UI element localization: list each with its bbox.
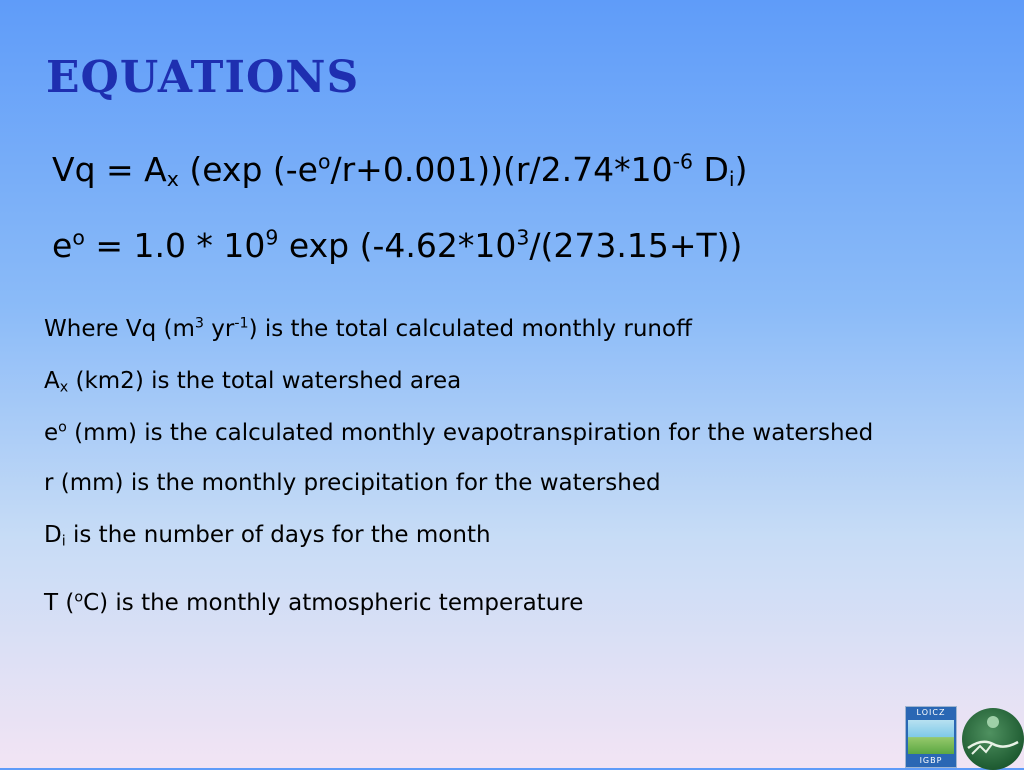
def-eo-a: e [44, 420, 59, 446]
msi-logo [962, 708, 1024, 770]
def-vq-b: yr [203, 316, 235, 342]
definition-eo [44, 420, 873, 446]
def-vq-sup3: 3 [194, 315, 204, 332]
def-ax-b: (km2) is the total watershed area [68, 368, 462, 394]
eq1-part3: /r+0.001))(r/2.74*10 [330, 150, 673, 189]
definition-ax [44, 368, 461, 394]
eq1-part1: Vq = A [52, 150, 167, 189]
eq1-sub-x: x [166, 167, 179, 192]
definition-di [44, 522, 491, 548]
def-ax-a: A [44, 368, 60, 394]
eq1-part4: D [692, 150, 729, 189]
definition-vq [44, 316, 692, 342]
eq1-part2: (exp (-e [178, 150, 318, 189]
def-vq-c: ) is the total calculated monthly runoff [248, 316, 692, 342]
eq2-sup-o: o [72, 225, 85, 250]
eq1-sup-o: o [317, 149, 331, 174]
def-eo-b: (mm) is the calculated monthly evapotranspiration for the watershed [66, 420, 874, 446]
def-vq-a: Where Vq (m [44, 316, 195, 342]
igbp-logo-text: IGBP [906, 755, 956, 767]
def-t-a: T ( [44, 590, 75, 616]
eq2-sup-3: 3 [516, 225, 530, 250]
eq2-part4: /(273.15+T)) [529, 226, 743, 265]
eq1-sub-i: i [728, 167, 735, 192]
def-r-a: r (mm) is the monthly precipitation for the watershed [44, 470, 661, 496]
definition-t [44, 590, 583, 616]
eq2-part1: e [52, 226, 73, 265]
eq2-part3: exp (-4.62*10 [278, 226, 517, 265]
msi-logo-mark [962, 708, 1024, 770]
loicz-igbp-logo [905, 706, 957, 768]
definition-r [44, 470, 661, 496]
eq2-sup-9: 9 [265, 225, 279, 250]
slide-title: EQUATIONS [46, 52, 360, 103]
evapotranspiration-equation [52, 226, 742, 265]
def-ax-sub: x [59, 379, 69, 396]
def-t-sup: o [74, 589, 84, 606]
def-t-b: C) is the monthly atmospheric temperature [83, 590, 584, 616]
loicz-logo-text: LOICZ [906, 707, 956, 719]
eq2-part2: = 1.0 * 10 [84, 226, 266, 265]
def-eo-sup: o [58, 419, 67, 436]
def-vq-sup-1: -1 [234, 315, 249, 332]
eq1-sup-exponent: -6 [672, 149, 693, 174]
def-di-a: D [44, 522, 62, 548]
loicz-logo-landscape [908, 720, 954, 754]
runoff-equation [52, 149, 748, 192]
eq1-part5: ) [734, 150, 748, 189]
def-di-sub: i [61, 533, 66, 550]
def-di-b: is the number of days for the month [65, 522, 491, 548]
